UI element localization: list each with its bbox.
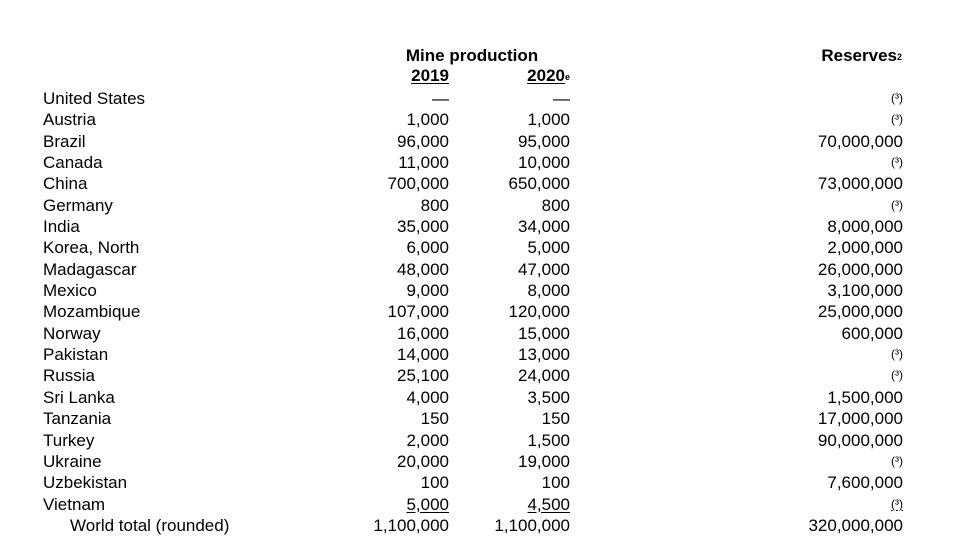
country-name: Brazil (43, 131, 86, 151)
production-2019: 9,000 (406, 281, 449, 301)
table-row (0, 323, 975, 344)
production-2019: 5,000 (406, 494, 449, 514)
country-name: Uzbekistan (43, 473, 128, 493)
reserves-value: (³) (891, 453, 903, 468)
production-2020: 650,000 (508, 174, 570, 194)
production-2020: 3,500 (527, 387, 570, 407)
reserves-value: 25,000,000 (817, 302, 903, 322)
production-2020: 1,000 (527, 110, 570, 130)
reserves-value: 17,000,000 (817, 409, 903, 429)
table-row (0, 387, 975, 408)
production-2019: 20,000 (397, 451, 449, 471)
table-row (0, 408, 975, 429)
reserves-footnote-superscript: 2 (896, 52, 902, 62)
production-2020: 10,000 (518, 153, 570, 173)
production-2020: 24,000 (518, 366, 570, 386)
country-name: Mexico (43, 281, 97, 301)
production-2019: 700,000 (387, 174, 449, 194)
reserves-value: 26,000,000 (817, 259, 903, 279)
production-2019: 107,000 (387, 302, 449, 322)
reserves-value: 7,600,000 (827, 473, 903, 493)
production-2020: 100 (541, 473, 570, 493)
data-table (0, 88, 975, 536)
production-2019: 48,000 (397, 259, 449, 279)
production-2019: 4,000 (406, 387, 449, 407)
country-name: Ukraine (43, 451, 102, 471)
reserves-value: 1,500,000 (827, 387, 903, 407)
table-row (0, 451, 975, 472)
production-2019: 25,100 (397, 366, 449, 386)
reserves-value: (³) (891, 91, 903, 105)
production-2020: 19,000 (518, 451, 570, 471)
world-total-2019: 1,100,000 (373, 515, 449, 535)
reserves-value: 3,100,000 (827, 281, 903, 301)
production-2020: — (553, 89, 570, 108)
mine-production-heading: Mine production (405, 46, 539, 65)
country-name: United States (43, 89, 146, 108)
table-row (0, 494, 975, 515)
country-name: Canada (43, 153, 103, 173)
table-row (0, 472, 975, 493)
production-2019: 96,000 (397, 131, 449, 151)
country-name: China (43, 174, 88, 194)
production-2019: 800 (420, 195, 449, 215)
year-2020-heading: 2020e (527, 66, 570, 85)
country-name: India (43, 217, 80, 237)
estimate-superscript: e (564, 72, 570, 82)
table-row (0, 365, 975, 386)
production-2019: 14,000 (397, 345, 449, 365)
production-2020: 47,000 (518, 259, 570, 279)
reserves-value: 600,000 (841, 323, 903, 343)
reserves-value: (³) (891, 368, 903, 383)
production-2020: 5,000 (527, 238, 570, 258)
world-total-row (0, 515, 975, 536)
production-2019: 35,000 (397, 217, 449, 237)
table-row (0, 88, 975, 109)
production-2020: 13,000 (518, 345, 570, 365)
reserves-value: (³) (891, 197, 903, 212)
reserves-value: 90,000,000 (817, 430, 903, 450)
table-row (0, 152, 975, 173)
reserves-value: 2,000,000 (827, 238, 903, 258)
table-row (0, 430, 975, 451)
world-total-2020: 1,100,000 (494, 515, 570, 535)
production-2020: 15,000 (518, 323, 570, 343)
reserves-value: (³) (891, 112, 903, 127)
country-name: Germany (43, 195, 113, 215)
reserves-heading: Reserves$^2$ (821, 46, 902, 65)
table-row (0, 280, 975, 301)
reserves-value: (³) (891, 347, 903, 362)
reserves-value: 70,000,000 (817, 131, 903, 151)
country-name: Pakistan (43, 345, 109, 365)
country-name: Sri Lanka (43, 387, 115, 407)
country-name: Norway (43, 323, 101, 343)
country-name: Vietnam (43, 494, 106, 514)
production-2019: — (432, 89, 449, 108)
production-2019: 6,000 (406, 238, 449, 258)
country-name: Mozambique (43, 302, 141, 322)
year-2019-heading: 2019 (411, 66, 449, 85)
production-2020: 150 (541, 409, 570, 429)
production-2019: 16,000 (397, 323, 449, 343)
world-total-label: World total (rounded) (70, 515, 230, 535)
country-name: Madagascar (43, 259, 137, 279)
production-2020: 1,500 (527, 430, 570, 450)
country-name: Russia (43, 366, 95, 386)
reserves-value: (³) (891, 155, 903, 170)
country-name: Turkey (43, 430, 95, 450)
table-row (0, 195, 975, 216)
country-name: Austria (43, 110, 96, 130)
table-row (0, 237, 975, 258)
table-row (0, 259, 975, 280)
table-row (0, 301, 975, 322)
production-2019: 100 (420, 473, 449, 493)
production-2019: 1,000 (406, 110, 449, 130)
production-2019: 11,000 (398, 153, 449, 173)
reserves-value: 73,000,000 (817, 174, 903, 194)
table-row (0, 173, 975, 194)
production-2020: 800 (541, 195, 570, 215)
production-2019: 150 (420, 409, 449, 429)
table-row (0, 216, 975, 237)
production-2020: 95,000 (518, 131, 570, 151)
production-2020: 4,500 (527, 494, 570, 514)
world-total-reserves: 320,000,000 (808, 515, 903, 535)
table-row (0, 109, 975, 130)
country-name: Tanzania (43, 409, 112, 429)
production-2020: 34,000 (518, 217, 570, 237)
table-row (0, 344, 975, 365)
reserves-value: (³) (891, 496, 903, 511)
production-2020: 8,000 (527, 281, 570, 301)
country-name: Korea, North (43, 238, 140, 258)
reserves-value: 8,000,000 (827, 217, 903, 237)
production-2019: 2,000 (406, 430, 449, 450)
production-2020: 120,000 (508, 302, 570, 322)
table-row (0, 131, 975, 152)
